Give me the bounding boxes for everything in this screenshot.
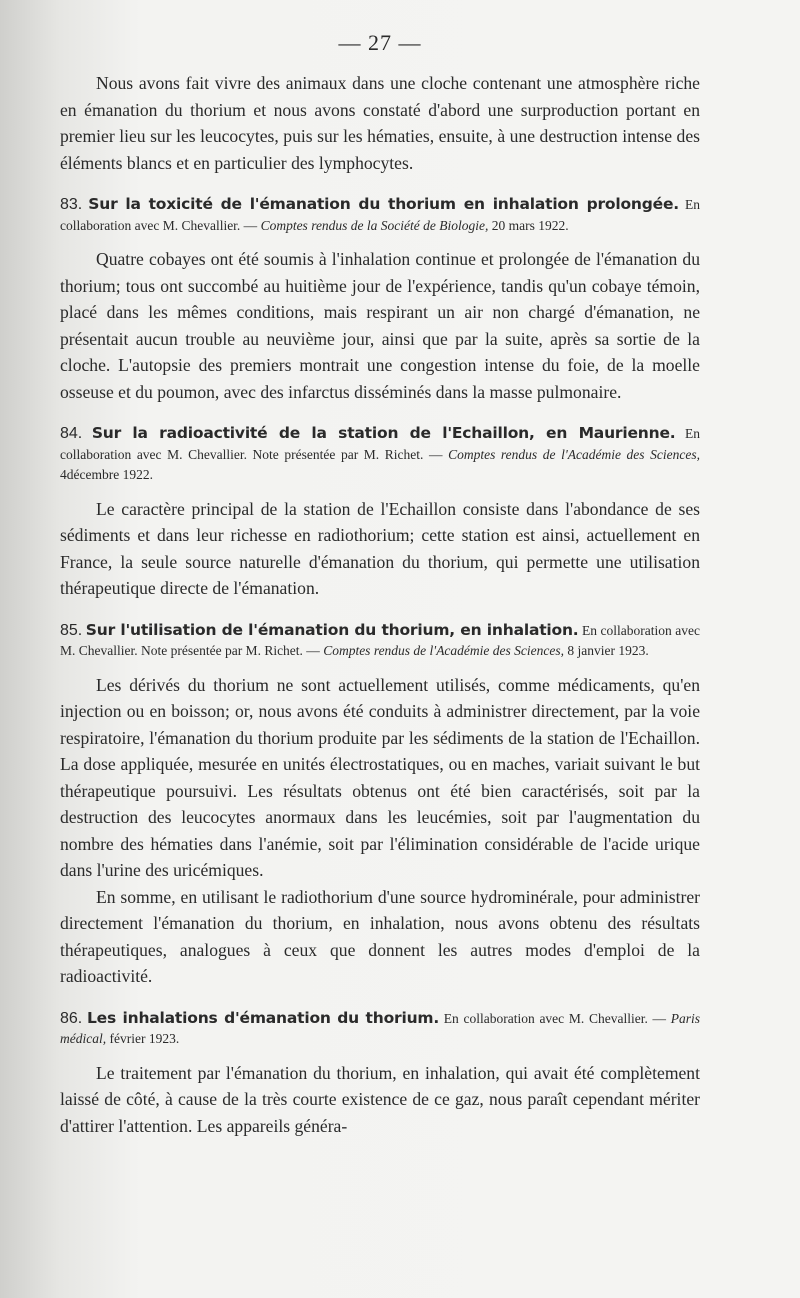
entry-83	[60, 194, 700, 405]
entry-number: 85.	[60, 621, 83, 639]
entry-84	[60, 423, 700, 602]
entry-header	[60, 1008, 700, 1050]
entry-title: Sur la toxicité de l'émanation du thorium en inhalation prolongée.	[88, 195, 679, 213]
entry-number: 86.	[60, 1009, 83, 1027]
entry-reference: Comptes rendus de la Société de Biologie,	[260, 217, 489, 233]
entry-date: février 1923.	[109, 1031, 180, 1046]
entry-title: Les inhalations d'émanation du thorium.	[86, 1008, 440, 1027]
entry-date: 8 janvier 1923.	[567, 643, 649, 658]
entry-reference: Paris médical,	[60, 1010, 701, 1046]
entry-reference: Comptes rendus de l'Académie des Sciences,	[323, 643, 565, 658]
intro-paragraph: Nous avons fait vivre des animaux dans une cloche contenant une atmosphère riche en émanation du thorium et nous avons constaté d'abord une surproduction portant en premier lieu sur les leucocytes, puis sur les hématies, ensuite, à une destruction intense des éléments blancs et en particulier des lymphocytes.	[60, 73, 700, 173]
entry-title: Sur la radioactivité de la station de l'Echaillon, en Maurienne.	[91, 424, 676, 442]
entry-body	[60, 672, 700, 990]
page-content	[60, 30, 700, 1139]
entry-body	[60, 496, 700, 602]
entry-86	[60, 1008, 700, 1140]
entry-collaboration: En collaboration avec M. Chevallier. —	[443, 1010, 667, 1026]
entry-paragraph: Le caractère principal de la station de l'Echaillon consiste dans l'abondance de ses sédiments et dans leur richesse en radiothorium; cette station est ainsi, actuellement en France, la seule source naturelle d'émanation du thorium, qui permette une utilisation thérapeutique directe de l'émanation.	[60, 498, 700, 598]
entry-collaboration: En collaboration avec M. Chevallier. Note présentée par M. Richet. —	[60, 622, 700, 658]
page-number: — 27 —	[338, 30, 422, 55]
entry-paragraph: Le traitement par l'émanation du thorium, en inhalation, qui avait été complètement laissé de côté, à cause de la très courte existence de ce gaz, nous paraît cependant mériter d'attirer l'attention. Les appareils généra-	[60, 1062, 700, 1136]
entry-paragraph: Les dérivés du thorium ne sont actuellement utilisés, comme médicaments, qu'en injection ou en boisson; or, nous avons été conduits à administrer directement, par la voie respiratoire, l'émanation du thorium produite par les sédiments de la station de l'Echaillon. La dose appliquée, mesurée en unités électrostatiques, ou en maches, variait suivant le but thérapeutique poursuivi. Les résultats obtenus ont été bien caractérisés, soit par la destruction des leucocytes anormaux dans les leucémies, soit par l'augmentation du nombre des hématies dans l'anémie, soit par l'élimination considérable de l'acide urique dans l'urine des uricémiques.	[60, 674, 700, 880]
entry-reference: Comptes rendus de l'Académie des Sciences,	[448, 446, 700, 462]
entry-body	[60, 1060, 700, 1140]
entry-header	[60, 620, 700, 662]
entry-number: 84.	[60, 425, 83, 442]
entry-collaboration: En collaboration avec M. Chevallier. —	[60, 197, 700, 233]
entry-paragraph: Quatre cobayes ont été soumis à l'inhalation continue et prolongée de l'émanation du thorium; tous ont succombé au huitième jour de l'expérience, tandis qu'un cobaye témoin, placé dans les mêmes conditions, mais respirant un air non chargé d'émanation, ne présentait aucun trouble au neuvième jour, ainsi que par la suite, après sa sortie de la cloche. L'autopsie des premiers montrait une congestion intense du foie, de la moelle osseuse et du poumon, avec des infarctus disséminés dans la masse pulmonaire.	[60, 249, 700, 402]
entry-collaboration: En collaboration avec M. Chevallier. Note présentée par M. Richet. —	[60, 426, 701, 462]
entry-header	[60, 194, 700, 236]
entry-body	[60, 246, 700, 405]
entry-title: Sur l'utilisation de l'émanation du thorium, en inhalation.	[85, 620, 579, 639]
entry-number: 83.	[60, 196, 83, 213]
entry-paragraph: En somme, en utilisant le radiothorium d'une source hydrominérale, pour administrer directement l'émanation du thorium, en inhalation, nous avons obtenu des résultats thérapeutiques, analogues à ceux que donnent les autres modes d'emploi de la radioactivité.	[60, 886, 700, 986]
entry-header	[60, 423, 700, 486]
entry-date: 20 mars 1922.	[491, 217, 569, 233]
entry-85	[60, 620, 700, 990]
entry-date: 4décembre 1922.	[60, 467, 153, 482]
